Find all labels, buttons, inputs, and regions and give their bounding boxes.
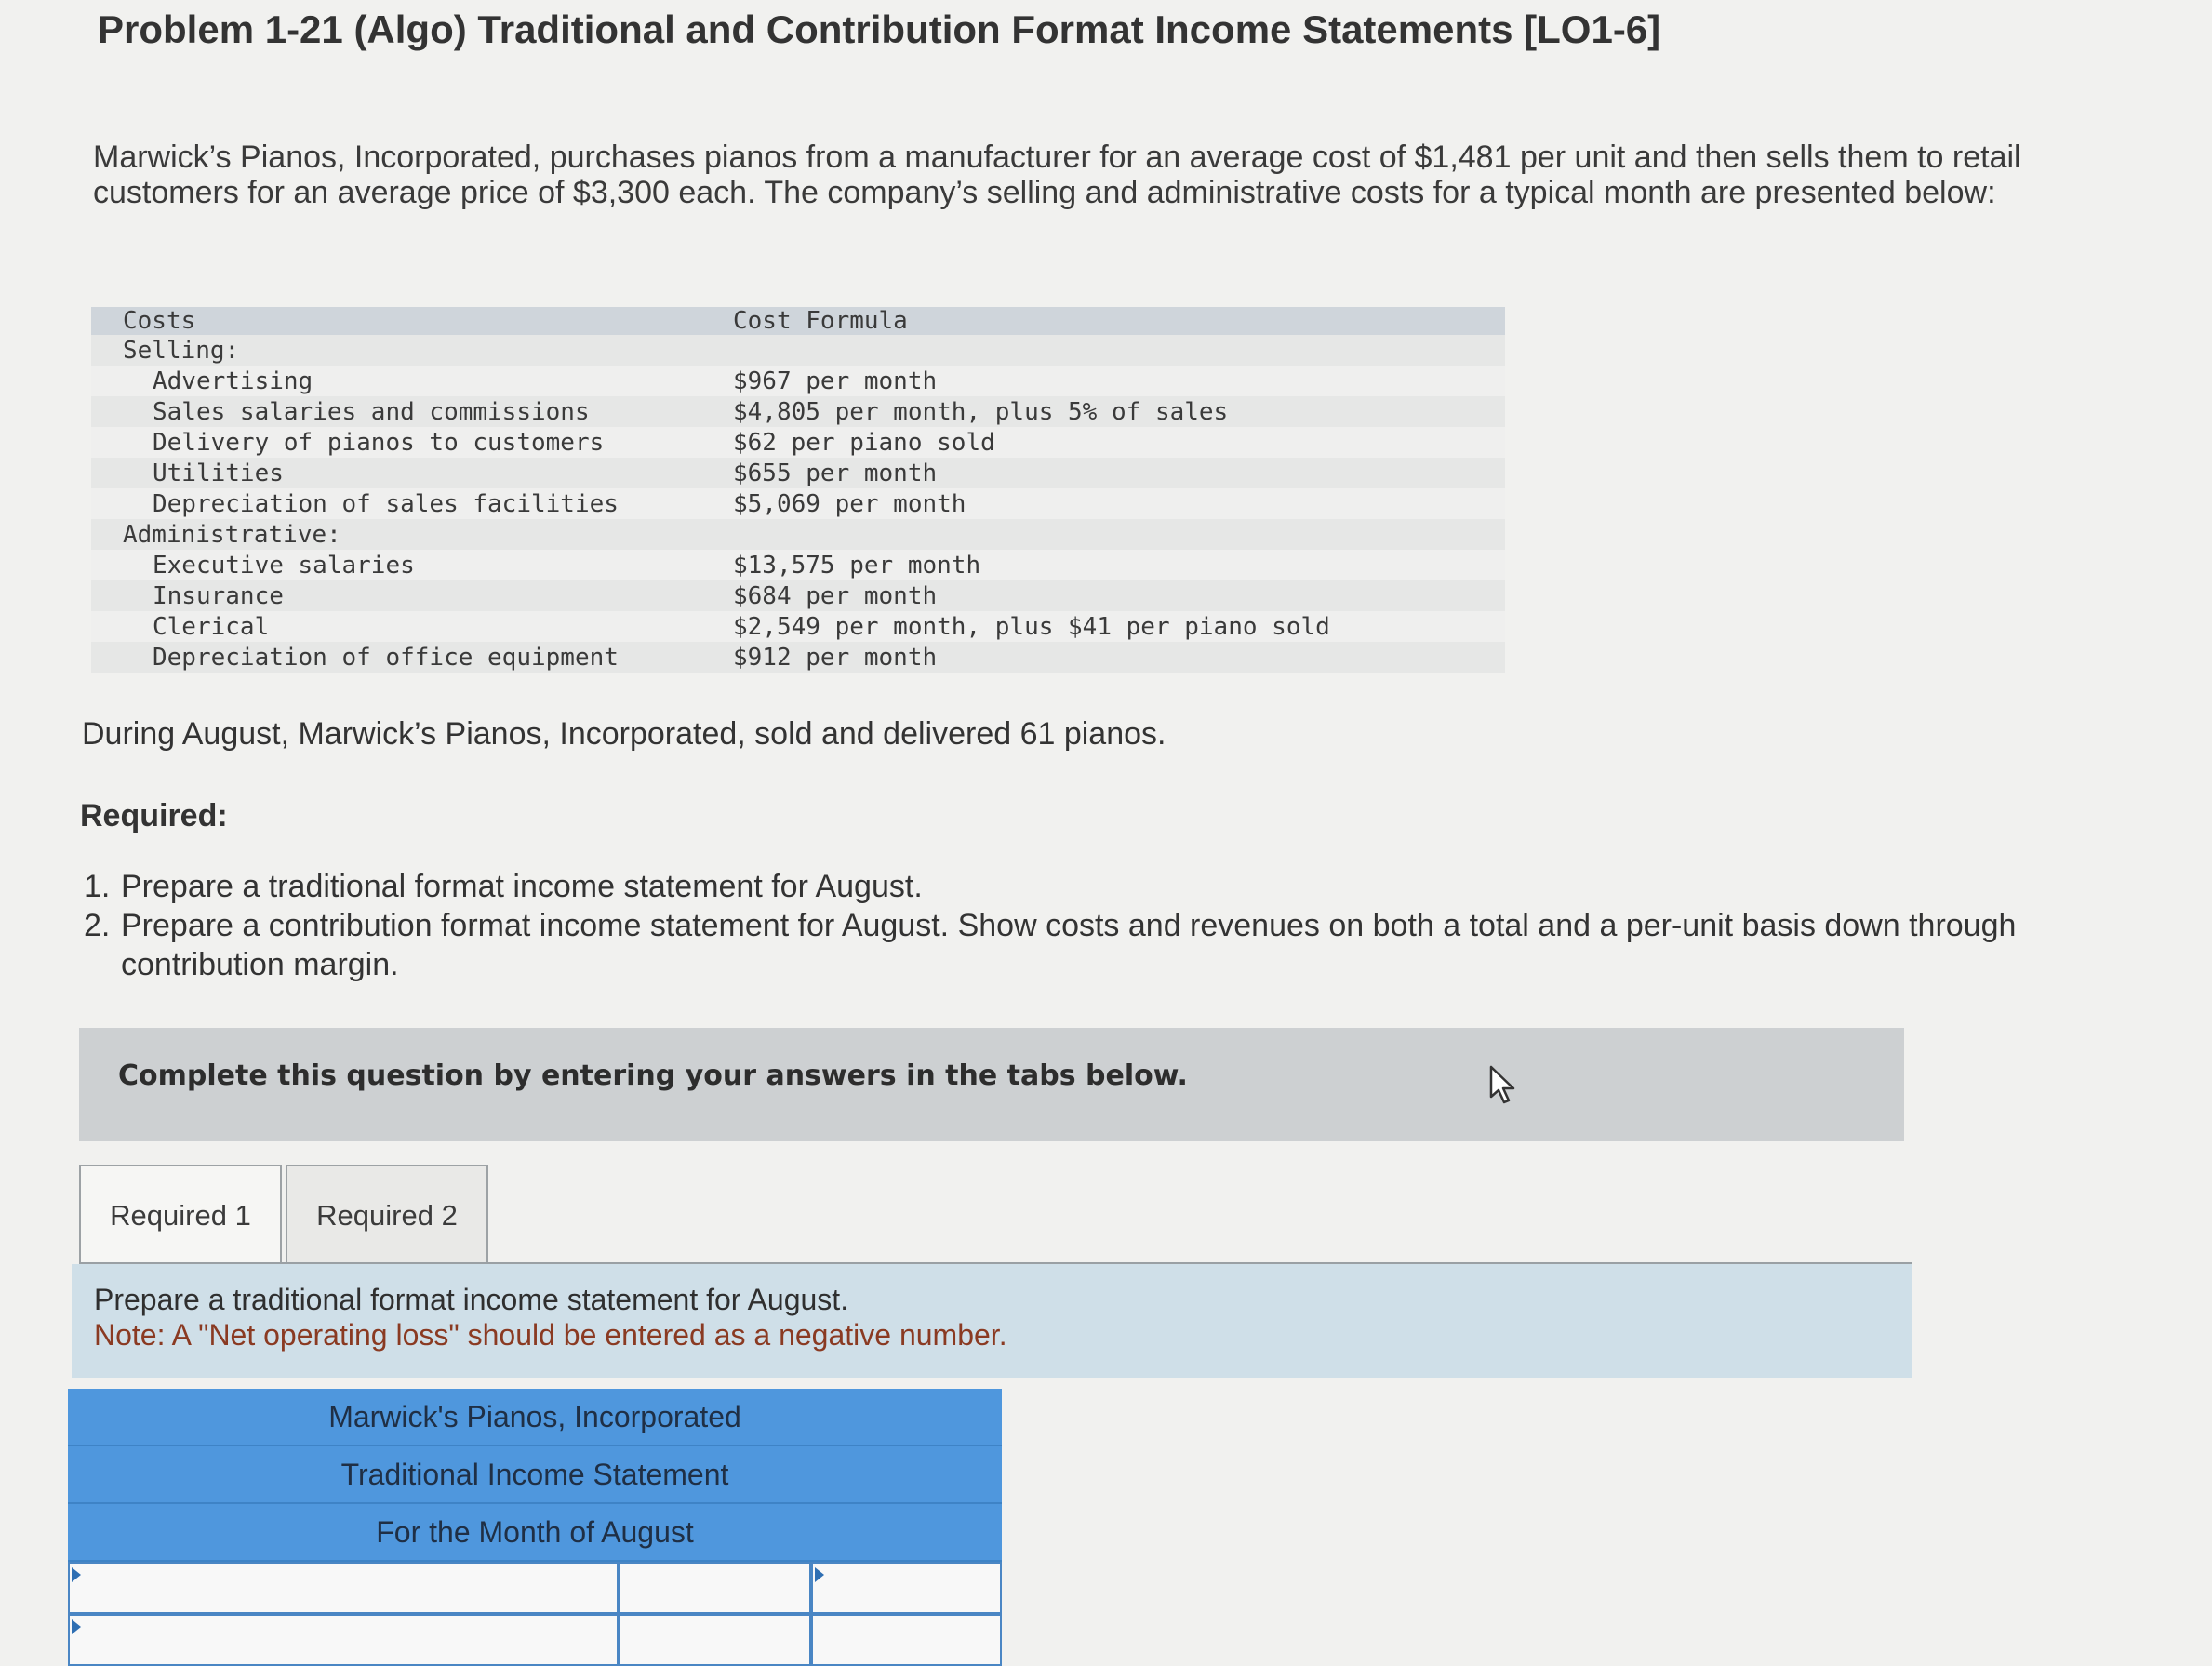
cost-formula: $62 per piano sold — [733, 428, 995, 457]
cost-row — [91, 642, 1505, 673]
tab-required-2[interactable]: Required 2 — [286, 1165, 488, 1265]
cost-table-header — [91, 307, 1505, 335]
cost-row — [91, 366, 1505, 396]
total-input[interactable] — [811, 1614, 1002, 1666]
problem-title: Problem 1-21 (Algo) Traditional and Contribution Format Income Statements [LO1-6] — [98, 7, 1661, 51]
cost-formula: $5,069 per month — [733, 489, 966, 518]
statement-company-name: Marwick's Pianos, Incorporated — [68, 1389, 1002, 1446]
amount-field[interactable] — [620, 1564, 809, 1612]
instructions-banner — [79, 1028, 1904, 1141]
cost-name: Depreciation of sales facilities — [153, 489, 619, 518]
requirement-number: 1. — [84, 869, 111, 904]
administrative-label: Administrative: — [123, 520, 341, 549]
requirement-item — [84, 906, 2084, 984]
cost-name: Insurance — [153, 581, 284, 610]
dropdown-marker-icon — [815, 1567, 824, 1582]
cost-table — [91, 307, 1505, 673]
cost-row — [91, 611, 1505, 642]
statement-title: Traditional Income Statement — [68, 1446, 1002, 1504]
income-statement-form — [68, 1389, 1002, 1666]
total-field[interactable] — [813, 1616, 1000, 1664]
dropdown-marker-icon — [72, 1567, 81, 1582]
cost-name: Utilities — [153, 459, 284, 487]
cost-formula: $4,805 per month, plus 5% of sales — [733, 397, 1229, 426]
statement-period: For the Month of August — [68, 1504, 1002, 1562]
cost-formula: $684 per month — [733, 581, 938, 610]
cost-name: Sales salaries and commissions — [153, 397, 590, 426]
dropdown-marker-icon — [72, 1619, 81, 1634]
instruction-line: Prepare a traditional format income statement for August. — [94, 1283, 849, 1316]
selling-section-label-row — [91, 335, 1505, 366]
requirement-item — [84, 867, 2084, 906]
cost-row — [91, 488, 1505, 519]
requirement-text: Prepare a traditional format income statement for August. — [121, 869, 923, 904]
costs-column-header: Costs — [123, 307, 196, 335]
banner-text: Complete this question by entering your answers in the tabs below. — [118, 1060, 1188, 1092]
statement-input-row — [68, 1614, 1002, 1666]
cost-formula: $2,549 per month, plus $41 per piano sold — [733, 612, 1330, 641]
cost-formula: $912 per month — [733, 643, 938, 672]
amount-input[interactable] — [619, 1562, 811, 1614]
instruction-note: Note: A "Net operating loss" should be entered as a negative number. — [94, 1318, 1007, 1352]
mouse-pointer-icon — [1488, 1065, 1518, 1106]
problem-intro: Marwick’s Pianos, Incorporated, purchases pianos from a manufacturer for an average cost of $1,481 per unit and then sells them to retail customers for an average price of $3,300 each. The company’s selling and administrative costs for a typical month are presented below: — [93, 140, 2021, 210]
administrative-section-label-row — [91, 519, 1505, 550]
requirement-number: 2. — [84, 908, 111, 943]
cost-name: Executive salaries — [153, 551, 415, 580]
tab-instructions-panel — [72, 1264, 1912, 1378]
cost-row — [91, 396, 1505, 427]
statement-input-row — [68, 1562, 1002, 1614]
requirement-text: Prepare a contribution format income statement for August. Show costs and revenues on both a total and a per-unit basis down through contribution margin. — [121, 908, 2017, 982]
required-heading: Required: — [80, 798, 228, 833]
cost-formula: $967 per month — [733, 367, 938, 395]
total-input[interactable] — [811, 1562, 1002, 1614]
cost-name: Delivery of pianos to customers — [153, 428, 605, 457]
cost-formula: $13,575 per month — [733, 551, 981, 580]
cost-name: Clerical — [153, 612, 270, 641]
cost-formula-column-header: Cost Formula — [733, 307, 908, 335]
cost-name: Depreciation of office equipment — [153, 643, 619, 672]
total-field[interactable] — [813, 1564, 1000, 1612]
cost-row — [91, 458, 1505, 488]
amount-input[interactable] — [619, 1614, 811, 1666]
cost-row — [91, 427, 1505, 458]
line-item-select[interactable] — [68, 1614, 619, 1666]
cost-row — [91, 580, 1505, 611]
sales-volume-statement: During August, Marwick’s Pianos, Incorporated, sold and delivered 61 pianos. — [82, 716, 1166, 752]
amount-field[interactable] — [620, 1616, 809, 1664]
cost-formula: $655 per month — [733, 459, 938, 487]
line-item-select[interactable] — [68, 1562, 619, 1614]
requirements-list — [84, 867, 2084, 984]
cost-row — [91, 550, 1505, 580]
tab-required-1[interactable]: Required 1 — [79, 1165, 282, 1265]
cost-name: Advertising — [153, 367, 313, 395]
selling-label: Selling: — [123, 336, 240, 365]
